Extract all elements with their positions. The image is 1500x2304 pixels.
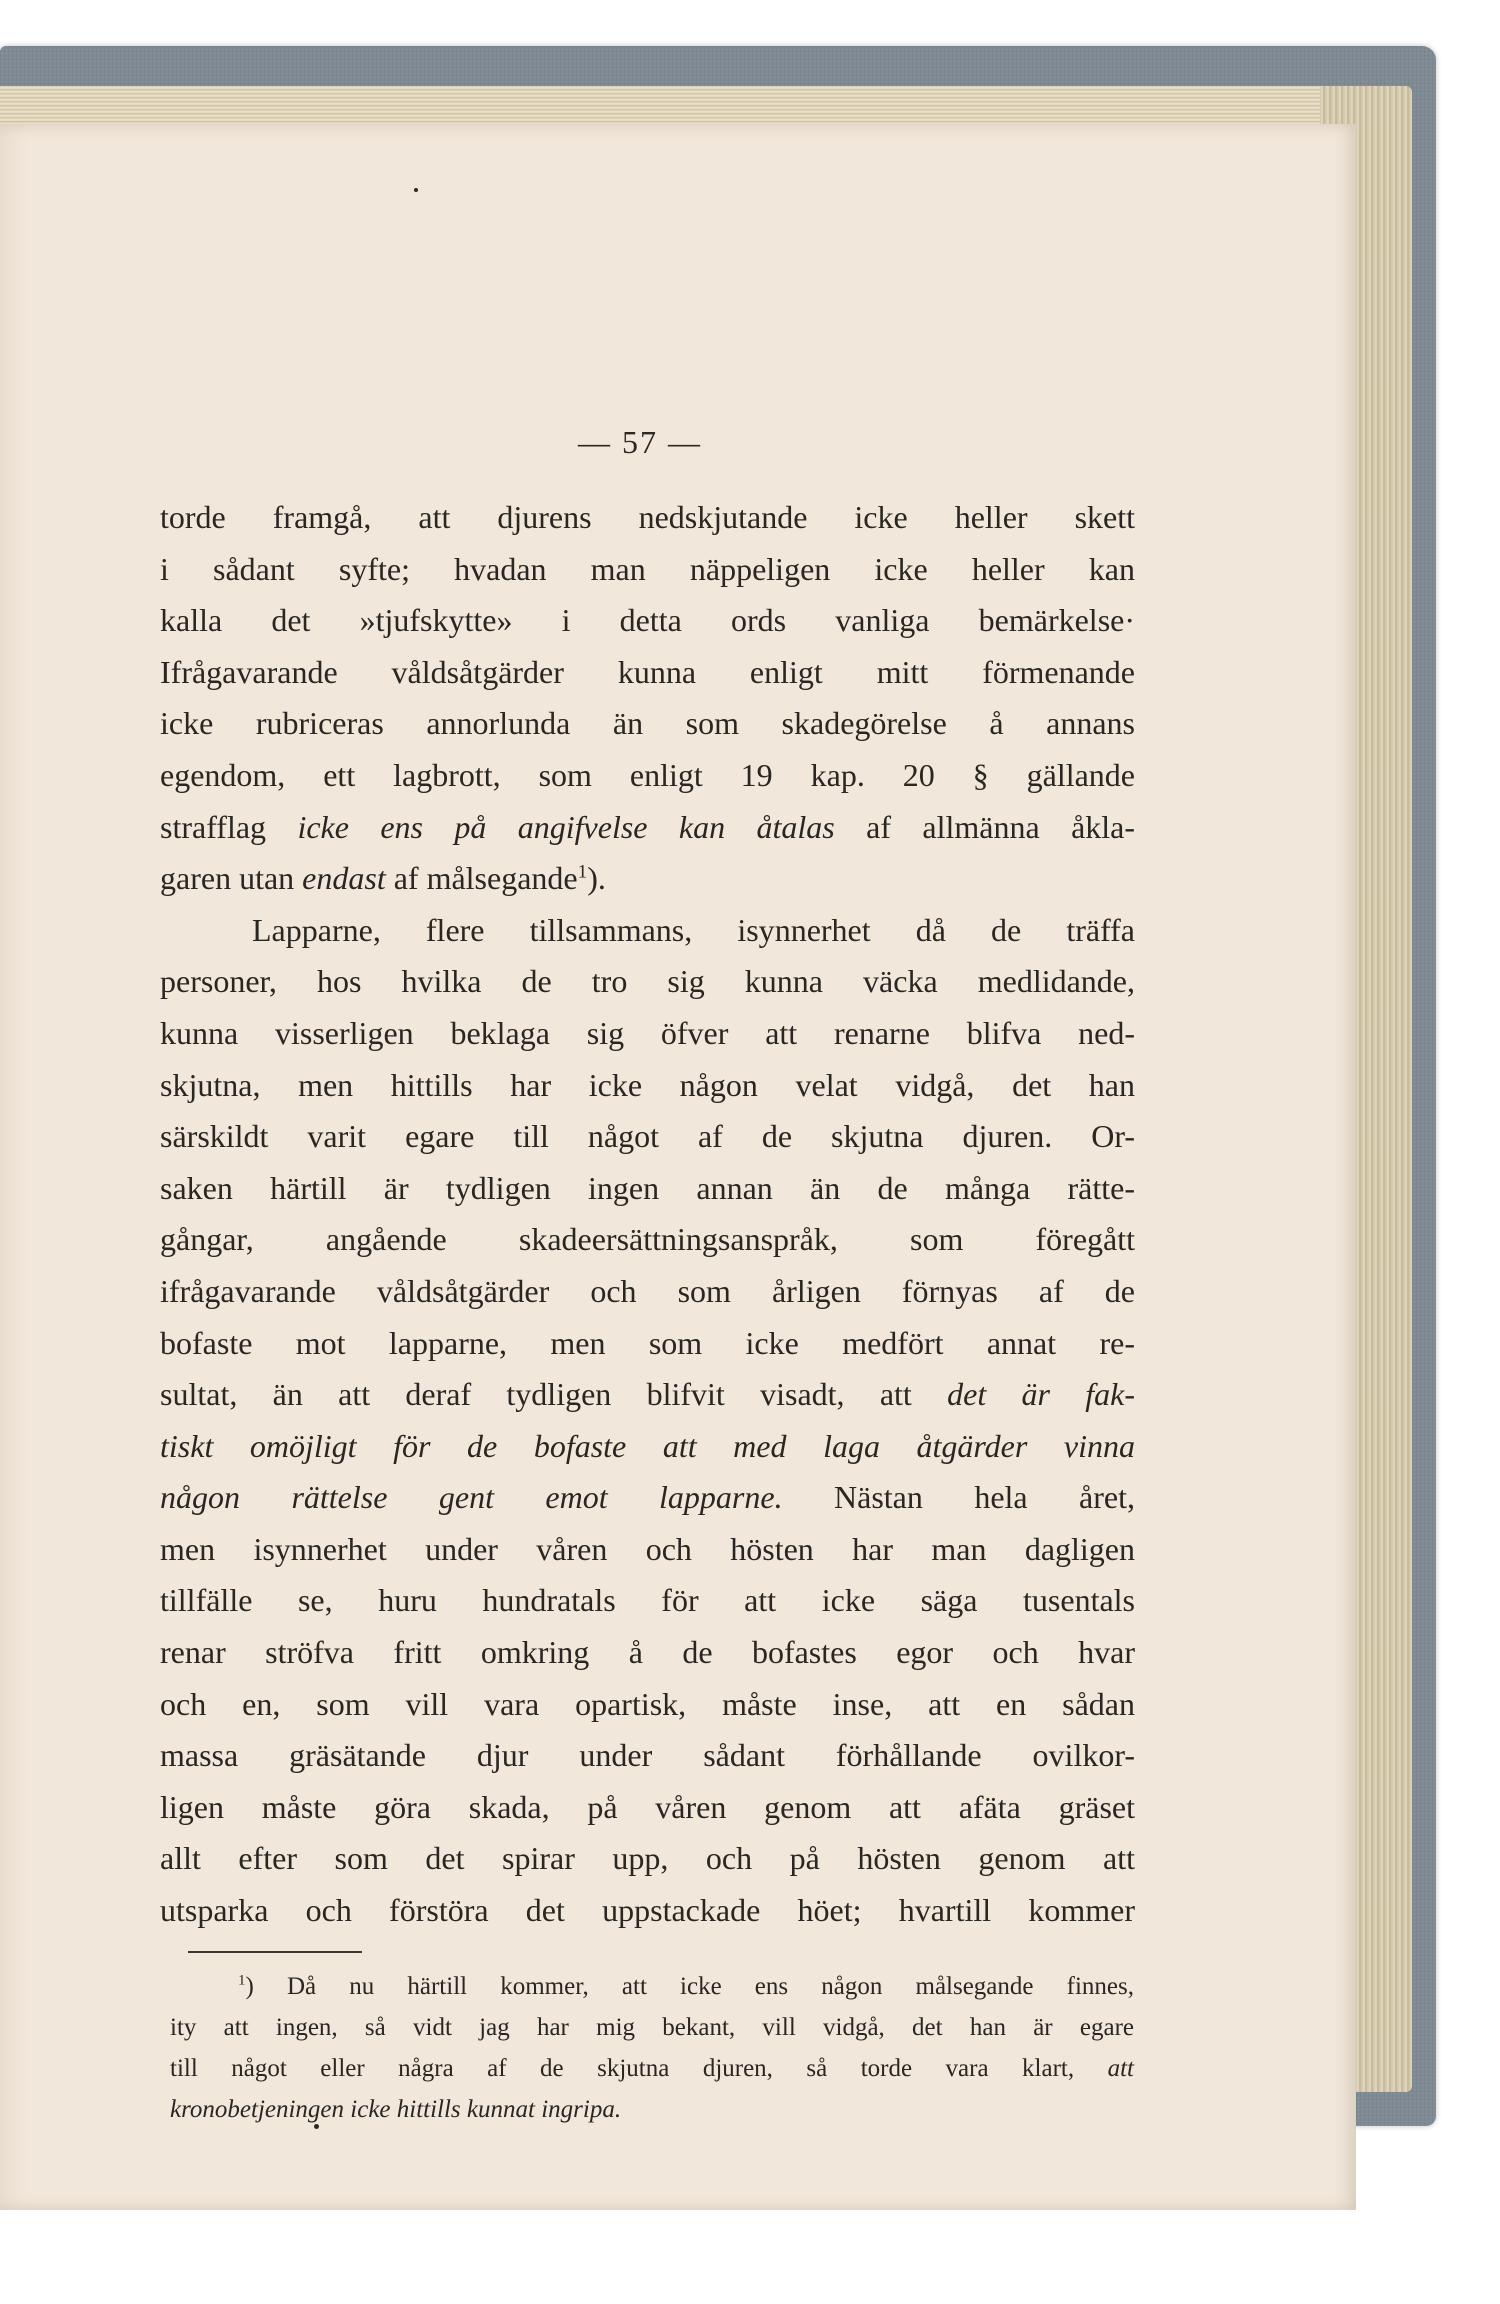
text-run: Nästan hela året,	[782, 1479, 1135, 1516]
body-line	[160, 1524, 1135, 1576]
text-run: af målsegande	[385, 860, 578, 897]
text-run: garen utan	[160, 860, 303, 897]
page-number: — 57 —	[578, 424, 702, 460]
body-line	[160, 1369, 1135, 1421]
body-line	[160, 1730, 1135, 1782]
text-run: ifrågavarande våldsåtgärder och som årligen förnyas af de	[160, 1272, 1135, 1309]
body-line	[160, 905, 1135, 957]
italic-text: någon rättelse gent emot lapparne.	[160, 1479, 783, 1516]
book-page	[0, 124, 1356, 2210]
text-run: icke rubriceras annorlunda än som skadegörelse å annans	[160, 705, 1135, 742]
text-run: kunna visserligen beklaga sig öfver att renarne blifva ned-	[160, 1014, 1135, 1051]
text-run: till något eller några af de skjutna djuren, så torde vara klart,	[170, 2055, 1108, 2082]
text-run: strafflag	[160, 808, 298, 845]
footnote	[170, 1966, 1134, 2130]
body-line	[160, 698, 1135, 750]
body-line	[160, 1833, 1135, 1885]
footnote-marker: 1	[577, 861, 588, 883]
text-run: ).	[587, 860, 606, 897]
text-run: personer, hos hvilka de tro sig kunna väcka medlidande,	[160, 963, 1135, 1000]
body-line	[160, 1111, 1135, 1163]
text-run: kalla det »tjufskytte» i detta ords vanliga bemärkelse·	[160, 602, 1135, 639]
text-run: Lapparne, flere tillsammans, isynnerhet då de träffa	[252, 911, 1135, 948]
ink-speck	[414, 188, 418, 192]
body-line	[160, 956, 1135, 1008]
text-run: tillfälle se, huru hundratals för att icke säga tusentals	[160, 1582, 1135, 1619]
body-line	[160, 544, 1135, 596]
text-run: allt efter som det spirar upp, och på hösten genom att	[160, 1840, 1135, 1877]
footnote-line	[170, 2048, 1134, 2089]
italic-text: tiskt omöjligt för de bofaste att med laga åtgärder vinna	[160, 1427, 1135, 1464]
italic-text: att	[1107, 2055, 1134, 2082]
italic-text: icke ens på angifvelse kan åtalas	[297, 808, 835, 845]
text-run: utsparka och förstöra det uppstackade höet; hvartill kommer	[160, 1892, 1135, 1929]
body-line	[160, 750, 1135, 802]
text-run: saken härtill är tydligen ingen annan än de många rätte-	[160, 1169, 1135, 1206]
footnote-marker: 1	[238, 1972, 246, 1989]
text-run: egendom, ett lagbrott, som enligt 19 kap. 20 § gällande	[160, 756, 1135, 793]
body-line	[160, 1318, 1135, 1370]
body-line	[160, 1060, 1135, 1112]
text-run: gångar, angående skadeersättningsanspråk, som föregått	[160, 1221, 1135, 1258]
footnote-divider	[188, 1951, 362, 1953]
text-run: torde framgå, att djurens nedskjutande icke heller skett	[160, 499, 1135, 535]
text-run: i sådant syfte; hvadan man näppeligen icke heller kan	[160, 550, 1135, 587]
body-line	[160, 1627, 1135, 1679]
body-line	[160, 647, 1135, 699]
text-run: och en, som vill vara opartisk, måste inse, att en sådan	[160, 1685, 1135, 1722]
body-text	[160, 492, 1135, 1937]
footnote-line	[170, 1966, 1134, 2007]
text-run: af allmänna åkla-	[834, 808, 1136, 845]
body-line	[160, 1472, 1135, 1524]
body-line	[160, 1163, 1135, 1215]
body-line	[160, 853, 1135, 905]
body-line	[160, 1679, 1135, 1731]
text-run: massa gräsätande djur under sådant förhållande ovilkor-	[160, 1737, 1135, 1774]
body-line	[160, 1266, 1135, 1318]
text-run: särskildt varit egare till något af de skjutna djuren. Or-	[160, 1118, 1135, 1155]
body-line	[160, 492, 1135, 544]
text-run: sultat, än att deraf tydligen blifvit visadt, att	[160, 1376, 948, 1413]
body-line	[160, 1421, 1135, 1473]
text-run: skjutna, men hittills har icke någon velat vidgå, det han	[160, 1066, 1135, 1103]
text-run: men isynnerhet under våren och hösten har man dagligen	[160, 1530, 1135, 1567]
text-run: ity att ingen, så vidt jag har mig bekant, vill vidgå, det han är egare	[170, 2014, 1134, 2041]
body-line	[160, 1885, 1135, 1937]
ink-speck	[314, 2124, 319, 2129]
text-run: Ifrågavarande våldsåtgärder kunna enligt mitt förmenande	[160, 653, 1135, 690]
italic-text: kronobetjeningen icke hittills kunnat ingripa.	[170, 2096, 622, 2123]
body-line	[160, 1008, 1135, 1060]
body-line	[160, 595, 1135, 647]
body-line	[160, 802, 1135, 854]
body-line	[160, 1782, 1135, 1834]
text-run: ligen måste göra skada, på våren genom att afäta gräset	[160, 1788, 1135, 1825]
body-line	[160, 1214, 1135, 1266]
text-run: renar ströfva fritt omkring å de bofastes egor och hvar	[160, 1634, 1135, 1671]
text-run: ) Då nu härtill kommer, att icke ens någon målsegande finnes,	[245, 1973, 1134, 2000]
italic-text: endast	[302, 860, 386, 897]
italic-text: det är fak-	[947, 1376, 1136, 1413]
footnote-line	[170, 2007, 1134, 2048]
text-run: bofaste mot lapparne, men som icke medfört annat re-	[160, 1324, 1135, 1361]
body-line	[160, 1575, 1135, 1627]
